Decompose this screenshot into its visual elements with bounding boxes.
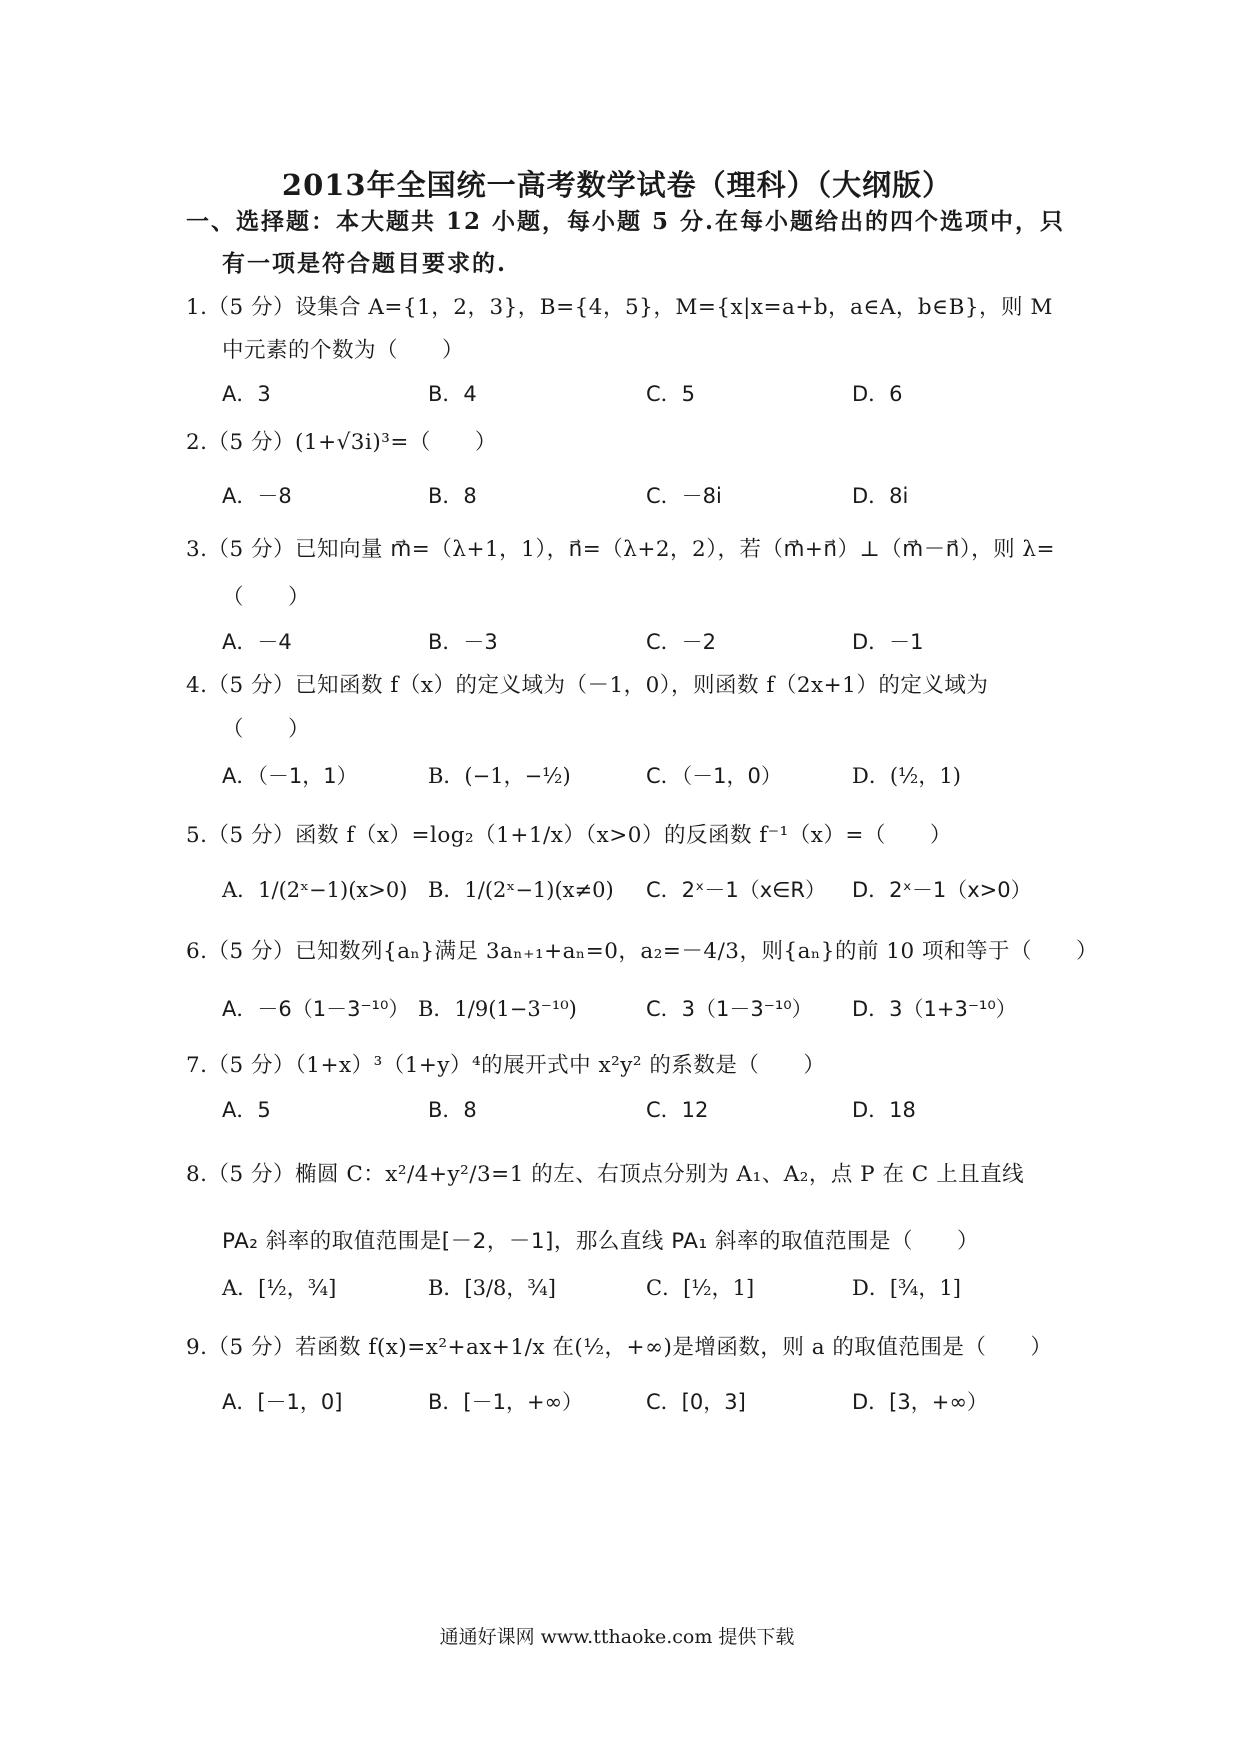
option-b: B．[3/8，¾] — [428, 1276, 556, 1300]
question-5-options — [222, 874, 1082, 914]
option-c: C．－8i — [646, 484, 722, 508]
option-c: C．（－1，0） — [646, 764, 782, 788]
option-a: A．5 — [222, 1098, 271, 1122]
option-d: D．6 — [852, 382, 903, 406]
question-7-options — [222, 1094, 1082, 1134]
option-b: B．8 — [428, 484, 477, 508]
option-a: A．－4 — [222, 630, 292, 654]
option-c: C．3（1－3⁻¹⁰） — [646, 997, 813, 1021]
question-1-line-1: 1.（5 分）设集合 A={1，2，3}，B={4，5}，M={x|x=a+b，a∈A，b∈B}，则 M — [186, 295, 1053, 320]
question-3-line-2: （ ） — [222, 585, 311, 610]
option-d: D．18 — [852, 1098, 916, 1122]
option-c: C．－2 — [646, 630, 717, 654]
question-2-options — [222, 480, 1082, 520]
question-6-line-1: 6.（5 分）已知数列{aₙ}满足 3aₙ₊₁+aₙ=0，a₂=－4/3，则{aₙ}的前 10 项和等于（ ） — [186, 939, 1098, 964]
question-9-options — [222, 1386, 1082, 1426]
question-1-line-2: 中元素的个数为（ ） — [222, 338, 465, 363]
option-d: D．3（1+3⁻¹⁰） — [852, 997, 1017, 1021]
option-b: B．－3 — [428, 630, 498, 654]
option-d: D．8i — [852, 484, 909, 508]
option-b: B．4 — [428, 382, 477, 406]
option-c: C．5 — [646, 382, 696, 406]
question-8-options — [222, 1272, 1082, 1312]
option-d: D．[¾，1] — [852, 1276, 961, 1300]
section-heading-line-2: 有一项是符合题目要求的. — [222, 250, 508, 277]
question-3-options — [222, 626, 1082, 666]
question-4-line-1: 4.（5 分）已知函数 f（x）的定义域为（－1，0），则函数 f（2x+1）的定义域为 — [186, 673, 989, 698]
option-a: A．1/(2ˣ−1)(x>0) — [222, 878, 408, 902]
option-b: B．8 — [428, 1098, 477, 1122]
option-c: C．2ˣ－1（x∈R） — [646, 878, 827, 902]
question-3-line-1: 3.（5 分）已知向量 m⃗=（λ+1，1），n⃗=（λ+2，2），若（m⃗+n⃗）⊥（m⃗－n⃗），则 λ= — [186, 537, 1056, 562]
option-c: C．[0，3] — [646, 1390, 746, 1414]
option-b: B．(−1，−½) — [428, 764, 571, 788]
question-4-options — [222, 760, 1082, 800]
section-heading-line-1: 一、选择题：本大题共 12 小题，每小题 5 分.在每小题给出的四个选项中，只 — [186, 208, 1066, 235]
option-a: A．（－1，1） — [222, 764, 358, 788]
option-a: A．3 — [222, 382, 271, 406]
question-5-line-1: 5.（5 分）函数 f（x）=log₂（1+1/x）（x>0）的反函数 f⁻¹（x）=（ ） — [186, 823, 952, 848]
option-c: C．[½，1] — [646, 1276, 755, 1300]
question-8-line-1: 8.（5 分）椭圆 C：x²/4+y²/3=1 的左、右顶点分别为 A₁、A₂，点 P 在 C 上且直线 — [186, 1162, 1025, 1187]
option-b: B．1/9(1−3⁻¹⁰) — [418, 997, 577, 1021]
option-b: B．1/(2ˣ−1)(x≠0) — [428, 878, 614, 902]
page-footer: 通通好课网 www.tthaoke.com 提供下载 — [439, 1626, 795, 1648]
question-6-options — [222, 993, 1082, 1033]
option-a: A．－6（1－3⁻¹⁰） — [222, 997, 410, 1021]
question-1-options — [222, 378, 1082, 418]
option-a: A．[－1，0] — [222, 1390, 343, 1414]
exam-title: 2013年全国统一高考数学试卷（理科）（大纲版） — [281, 168, 953, 202]
option-d: D．[3，+∞） — [852, 1390, 988, 1414]
option-a: A．[½，¾] — [222, 1276, 337, 1300]
question-8-line-2: PA₂ 斜率的取值范围是[－2，－1]，那么直线 PA₁ 斜率的取值范围是（ ） — [222, 1229, 979, 1254]
option-d: D．2ˣ－1（x>0） — [852, 878, 1032, 902]
option-d: D．(½，1) — [852, 764, 961, 788]
option-c: C．12 — [646, 1098, 709, 1122]
question-2-line-1: 2.（5 分）(1+√3i)³=（ ） — [186, 430, 497, 455]
option-d: D．－1 — [852, 630, 924, 654]
question-4-line-2: （ ） — [222, 717, 311, 742]
question-7-line-1: 7.（5 分）（1+x）³（1+y）⁴的展开式中 x²y² 的系数是（ ） — [186, 1053, 826, 1078]
option-b: B．[－1，+∞） — [428, 1390, 584, 1414]
question-9-line-1: 9.（5 分）若函数 f(x)=x²+ax+1/x 在(½，+∞)是增函数，则 a 的取值范围是（ ） — [186, 1335, 1053, 1360]
option-a: A．－8 — [222, 484, 292, 508]
